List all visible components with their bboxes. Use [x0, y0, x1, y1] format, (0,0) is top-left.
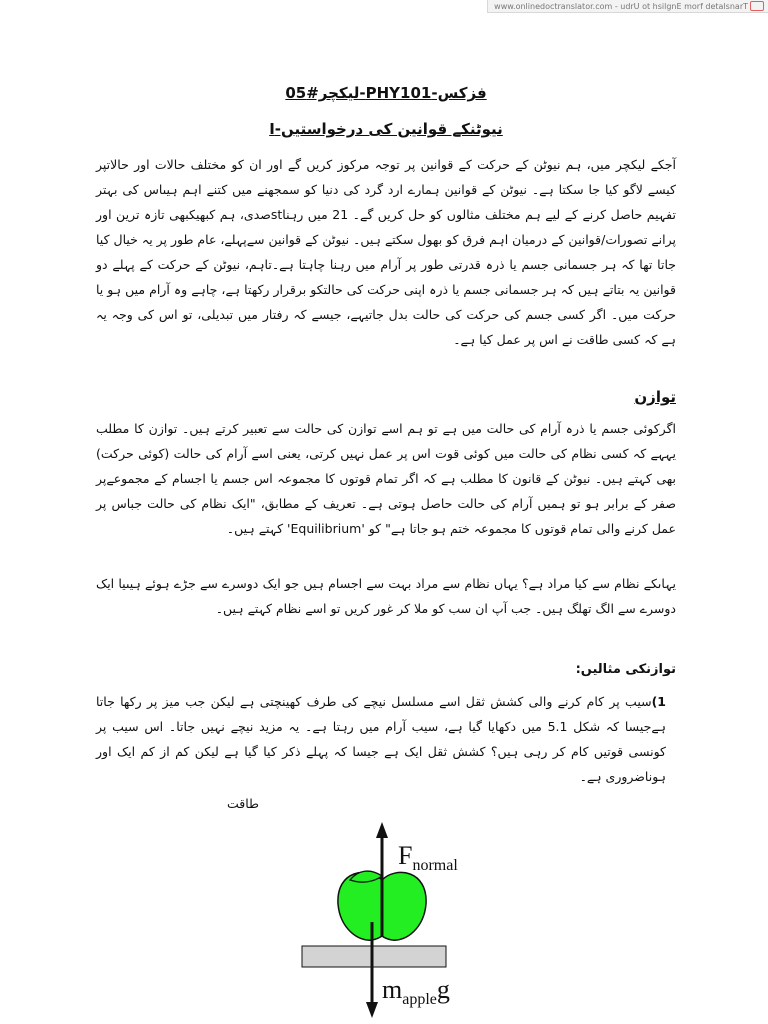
equilibrium-paragraph: اگرکوئی جسم یا ذرہ آرام کی حالت میں ہے تو ہم اسے توازن کی حالت سے تعبیر کرتے ہیں۔ توازن کا مطلب یہہے کہ کسی نظام کی حالت میں کوئی قوت اس پر عمل نہیں کرتی، یعنی اسے آرام کی حالت (کوئی حرکت) بھی کہتے ہیں۔ نیوٹن کے قانون کا مطلب ہے کہ اگر تمام قوتوں کا مجموعہ اس جسم یا اجسام کے مجموعےپر صفر کے برابر ہو تو ہمیں آرام کی حالت حاصل ہوتی ہے۔ تعریف کے مطابق، "ایک نظام کی حالت جباس پر عمل کرنے والی تمام قوتوں کا مجموعہ ختم ہو جاتا ہے" کو 'Equilibrium' کہتے ہیں۔: [96, 421, 676, 536]
equilibrium-heading: توازن: [634, 388, 676, 406]
document-title: فزکس-PHY101-لیکچر#05: [285, 84, 487, 102]
example-number: 1): [651, 694, 666, 709]
taqat-word: طاقت: [227, 796, 260, 811]
apple-force-diagram: [290, 818, 480, 1024]
m-letter: m: [382, 975, 403, 1004]
apple-subscript: apple: [402, 991, 437, 1008]
f-letter: F: [398, 841, 413, 870]
examples-heading: توازنکی مثالیں:: [575, 662, 676, 677]
gravity-arrow-head: [366, 1002, 378, 1018]
normal-arrow-head: [376, 822, 388, 838]
f-normal-label: [398, 841, 458, 874]
example-text: سیب پر کام کرنے والی کشش ثقل اسے مسلسل نیچے کی طرف کھینچتی ہے لیکن جب میز پر رکھا جاتا ہےجیسا کہ شکل 5.1 میں دکھایا گیا ہے، سیب آرام میں رہتا ہے۔ یہ مزید نیچے نہیں جاتا۔ اس سیب پر کونسی قوتیں کام کر رہی ہیں؟ کشش ثقل ایک ہے جیسا کہ پہلے ذکر کیا گیا ہے لیکن کم از کم ایک اور ہوناضروری ہے۔: [96, 694, 666, 784]
watermark-bar: [487, 0, 768, 13]
document-page: [96, 80, 676, 789]
document-subtitle: نیوٹنکے قوانین کی درخواستیں-I: [269, 120, 503, 138]
intro-paragraph: آجکے لیکچر میں، ہم نیوٹن کے حرکت کے قوانین پر توجہ مرکوز کریں گے اور ان کو مختلف حالات اور حالاتپر کیسے لاگو کیا جا سکتا ہے۔ نیوٹن کے قوانین ہمارے ارد گرد کی دنیا کو سمجھنے میں کتنے اہم ہیںاس کی بہتر تفہیم حاصل کرنے کے لیے ہم مختلف مثالوں کو حل کریں گے۔ 21 میں رہناstصدی، ہم کبھیکبھی تازہ ترین اور پرانے تصورات/قوانین کے درمیان اہم فرق کو بھول سکتے ہیں۔ نیوٹن کے قوانین سےپہلے، عام طور پر یہ خیال کیا جاتا تھا کہ ہر جسمانی جسم یا ذرہ قدرتی طور پر آرام میں رہنا چاہتا ہے۔تاہم، نیوٹن کے حرکت کے پہلے دو قوانین یہ بتاتے ہیں کہ ہر جسمانی جسم یا ذرہ اپنی حرکت کی حالتکو برقرار رکھتا ہے، چاہے وہ آرام میں ہو یا حرکت میں۔ اگر کسی جسم کی حرکت کی حالت بدل جاتیہے، جیسے کہ رفتار میں تبدیلی، تو اس کی وجہ یہ ہے کہ کسی طاقت نے اس پر عمل کیا ہے۔: [96, 157, 676, 347]
example-item: [96, 689, 676, 789]
watermark-text[interactable]: www.onlinedoctranslator.com - udrU ot hsilgnE morf detalsnarT: [494, 1, 748, 11]
m-apple-g-label: [382, 975, 450, 1008]
odt-logo-icon: [750, 1, 764, 11]
g-letter: g: [436, 975, 450, 1004]
system-paragraph: یہاںکے نظام سے کیا مراد ہے؟ یہاں نظام سے مراد بہت سے اجسام ہیں جو ایک دوسرے سے جڑے ہوئے ہیںیا ایک دوسرے سے الگ تھلگ ہیں۔ جب آپ ان سب کو ملا کر غور کریں تو اسے نظام کہتے ہیں۔: [96, 576, 676, 616]
table-block: [302, 946, 446, 967]
normal-subscript: normal: [412, 857, 458, 874]
